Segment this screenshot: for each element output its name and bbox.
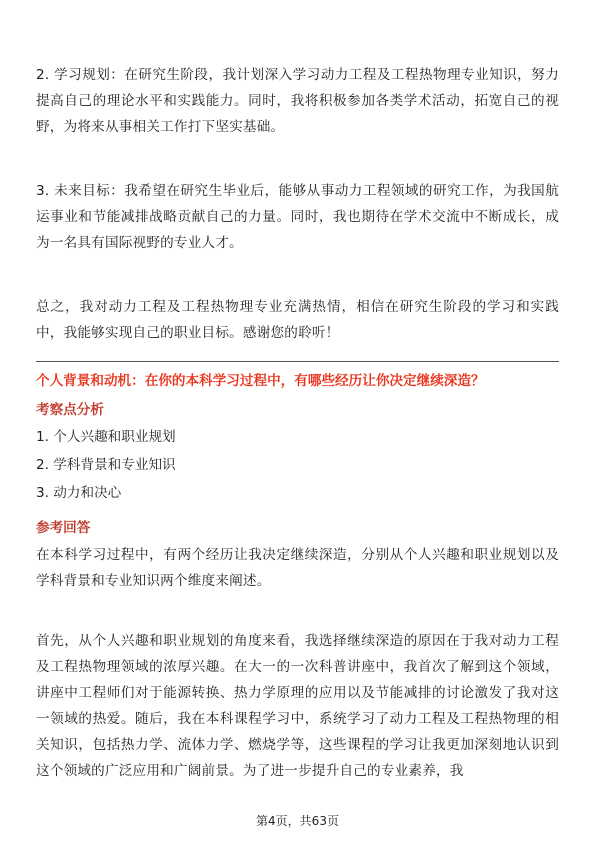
analysis-heading: 考察点分析 xyxy=(36,402,104,418)
paragraph-summary: 总之，我对动力工程及工程热物理专业充满热情，相信在研究生阶段的学习和实践中，我能够实现自己的职业目标。感谢您的聆听！ xyxy=(36,299,559,341)
paragraph-study-plan: 2. 学习规划：在研究生阶段，我计划深入学习动力工程及工程热物理专业知识，努力提高自己的理论水平和实践能力。同时，我将积极参加各类学术活动，拓宽自己的视野，为将来从事相关工作打下坚实基础。 xyxy=(36,67,559,135)
paragraph-answer-intro: 在本科学习过程中，有两个经历让我决定继续深造，分别从个人兴趣和职业规划以及学科背景和专业知识两个维度来阐述。 xyxy=(36,547,559,589)
section-divider xyxy=(36,361,559,362)
page-number: 第4页，共63页 xyxy=(256,814,339,828)
analysis-item-3: 3. 动力和决心 xyxy=(36,485,122,501)
paragraph-answer-first: 首先，从个人兴趣和职业规划的角度来看，我选择继续深造的原因在于我对动力工程及工程热物理领域的浓厚兴趣。在大一的一次科普讲座中，我首次了解到这个领域，讲座中工程师们对于能源转换、热力学原理的应用以及节能减排的讨论激发了我对这一领域的热爱。随后，我在本科课程学习中，系统学习了动力工程及工程热物理的相关知识，包括热力学、流体力学、燃烧学等，这些课程的学习让我更加深刻地认识到这个领域的广泛应用和广阔前景。为了进一步提升自己的专业素养，我 xyxy=(36,633,559,779)
analysis-item-2: 2. 学科背景和专业知识 xyxy=(36,457,176,473)
analysis-item-1: 1. 个人兴趣和职业规划 xyxy=(36,429,176,445)
interview-question: 个人背景和动机：在你的本科学习过程中，有哪些经历让你决定继续深造？ xyxy=(36,373,485,389)
paragraph-future-goal: 3. 未来目标：我希望在研究生毕业后，能够从事动力工程领域的研究工作，为我国航运事业和节能减排战略贡献自己的力量。同时，我也期待在学术交流中不断成长，成为一名具有国际视野的专业人才。 xyxy=(36,183,559,251)
answer-heading: 参考回答 xyxy=(36,520,91,536)
